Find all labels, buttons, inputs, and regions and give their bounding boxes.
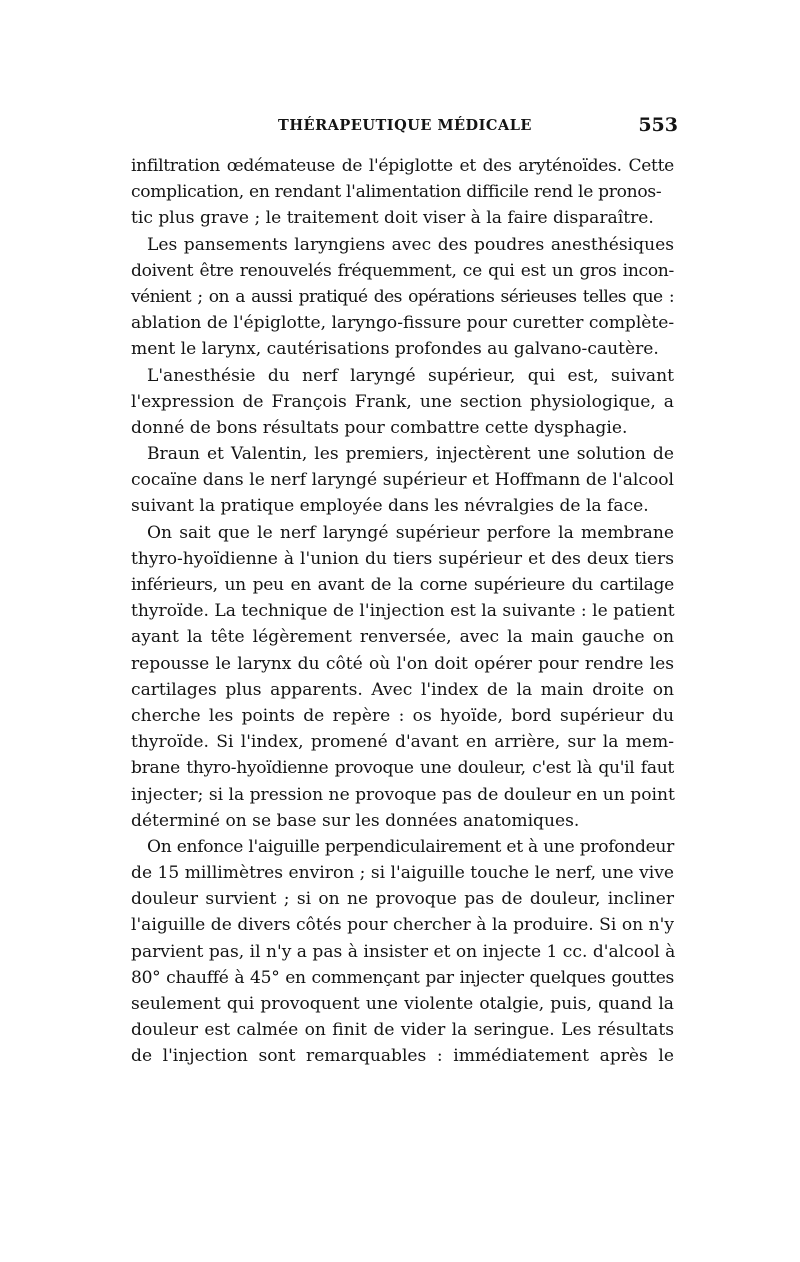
text-line: complication, en rendant l'alimentation difficile rend le pronos- xyxy=(131,182,662,203)
text-line: cherche les points de repère : os hyoïde, bord supérieur du xyxy=(131,705,674,726)
text-line: suivant la pratique employée dans les névralgies de la face. xyxy=(131,496,649,517)
text-line: infiltration œdémateuse de l'épiglotte et des aryténoïdes. Cette xyxy=(131,156,674,176)
body-text xyxy=(131,153,674,1070)
text-line: brane thyro-hyoïdienne provoque une douleur, c'est là qu'il faut xyxy=(131,758,674,779)
text-line: thyroïde. La technique de l'injection est la suivante : le patient xyxy=(131,601,675,622)
text-line: On sait que le nerf laryngé supérieur perfore la membrane xyxy=(147,522,674,543)
running-title: THÉRAPEUTIQUE MÉDICALE xyxy=(278,117,532,134)
text-line: de l'injection sont remarquables : immédiatement après le xyxy=(131,1046,674,1067)
text-line: l'aiguille de divers côtés pour chercher à la produire. Si on n'y xyxy=(131,915,674,936)
text-line: vénient ; on a aussi pratiqué des opérations sérieuses telles que : xyxy=(131,286,674,307)
text-line: seulement qui provoquent une violente otalgie, puis, quand la xyxy=(131,994,674,1014)
text-line: de 15 millimètres environ ; si l'aiguille touche le nerf, une vive xyxy=(131,863,674,884)
text-line: Braun et Valentin, les premiers, injectèrent une solution de xyxy=(147,444,674,465)
text-line: doivent être renouvelés fréquemment, ce qui est un gros incon- xyxy=(131,260,674,281)
text-line: douleur survient ; si on ne provoque pas de douleur, incliner xyxy=(131,889,674,910)
page-number: 553 xyxy=(638,114,678,136)
text-line: thyroïde. Si l'index, promené d'avant en arrière, sur la mem- xyxy=(131,732,674,753)
text-line: repousse le larynx du côté où l'on doit opérer pour rendre les xyxy=(131,653,674,674)
text-line: thyro-hyoïdienne à l'union du tiers supérieur et des deux tiers xyxy=(131,548,674,569)
text-line: déterminé on se base sur les données anatomiques. xyxy=(131,810,580,831)
text-line: parvient pas, il n'y a pas à insister et on injecte 1 cc. d'alcool à xyxy=(131,941,676,962)
text-line: On enfonce l'aiguille perpendiculairement et à une profondeur xyxy=(147,836,674,857)
text-line: ment le larynx, cautérisations profondes au galvano-cautère. xyxy=(131,339,659,360)
text-line: l'expression de François Frank, une section physiologique, a xyxy=(131,391,674,412)
text-line: cocaïne dans le nerf laryngé supérieur et Hoffmann de l'alcool xyxy=(131,470,674,491)
text-line: inférieurs, un peu en avant de la corne supérieure du cartilage xyxy=(131,575,674,595)
text-line: cartilages plus apparents. Avec l'index de la main droite on xyxy=(131,679,674,700)
text-line: Les pansements laryngiens avec des poudres anesthésiques xyxy=(147,234,674,255)
text-line: ayant la tête légèrement renversée, avec la main gauche on xyxy=(131,627,674,648)
text-line: ablation de l'épiglotte, laryngo-fissure pour curetter complète- xyxy=(131,313,675,334)
text-line: douleur est calmée on finit de vider la seringue. Les résultats xyxy=(131,1020,674,1041)
text-line: L'anesthésie du nerf laryngé supérieur, qui est, suivant xyxy=(147,365,674,386)
running-head xyxy=(132,114,678,142)
text-line: injecter; si la pression ne provoque pas de douleur en un point xyxy=(131,784,675,805)
text-line: tic plus grave ; le traitement doit viser à la faire disparaître. xyxy=(131,208,654,229)
text-line: donné de bons résultats pour combattre cette dysphagie. xyxy=(131,417,628,438)
text-line: 80° chauffé à 45° en commençant par injecter quelques gouttes xyxy=(131,967,674,988)
